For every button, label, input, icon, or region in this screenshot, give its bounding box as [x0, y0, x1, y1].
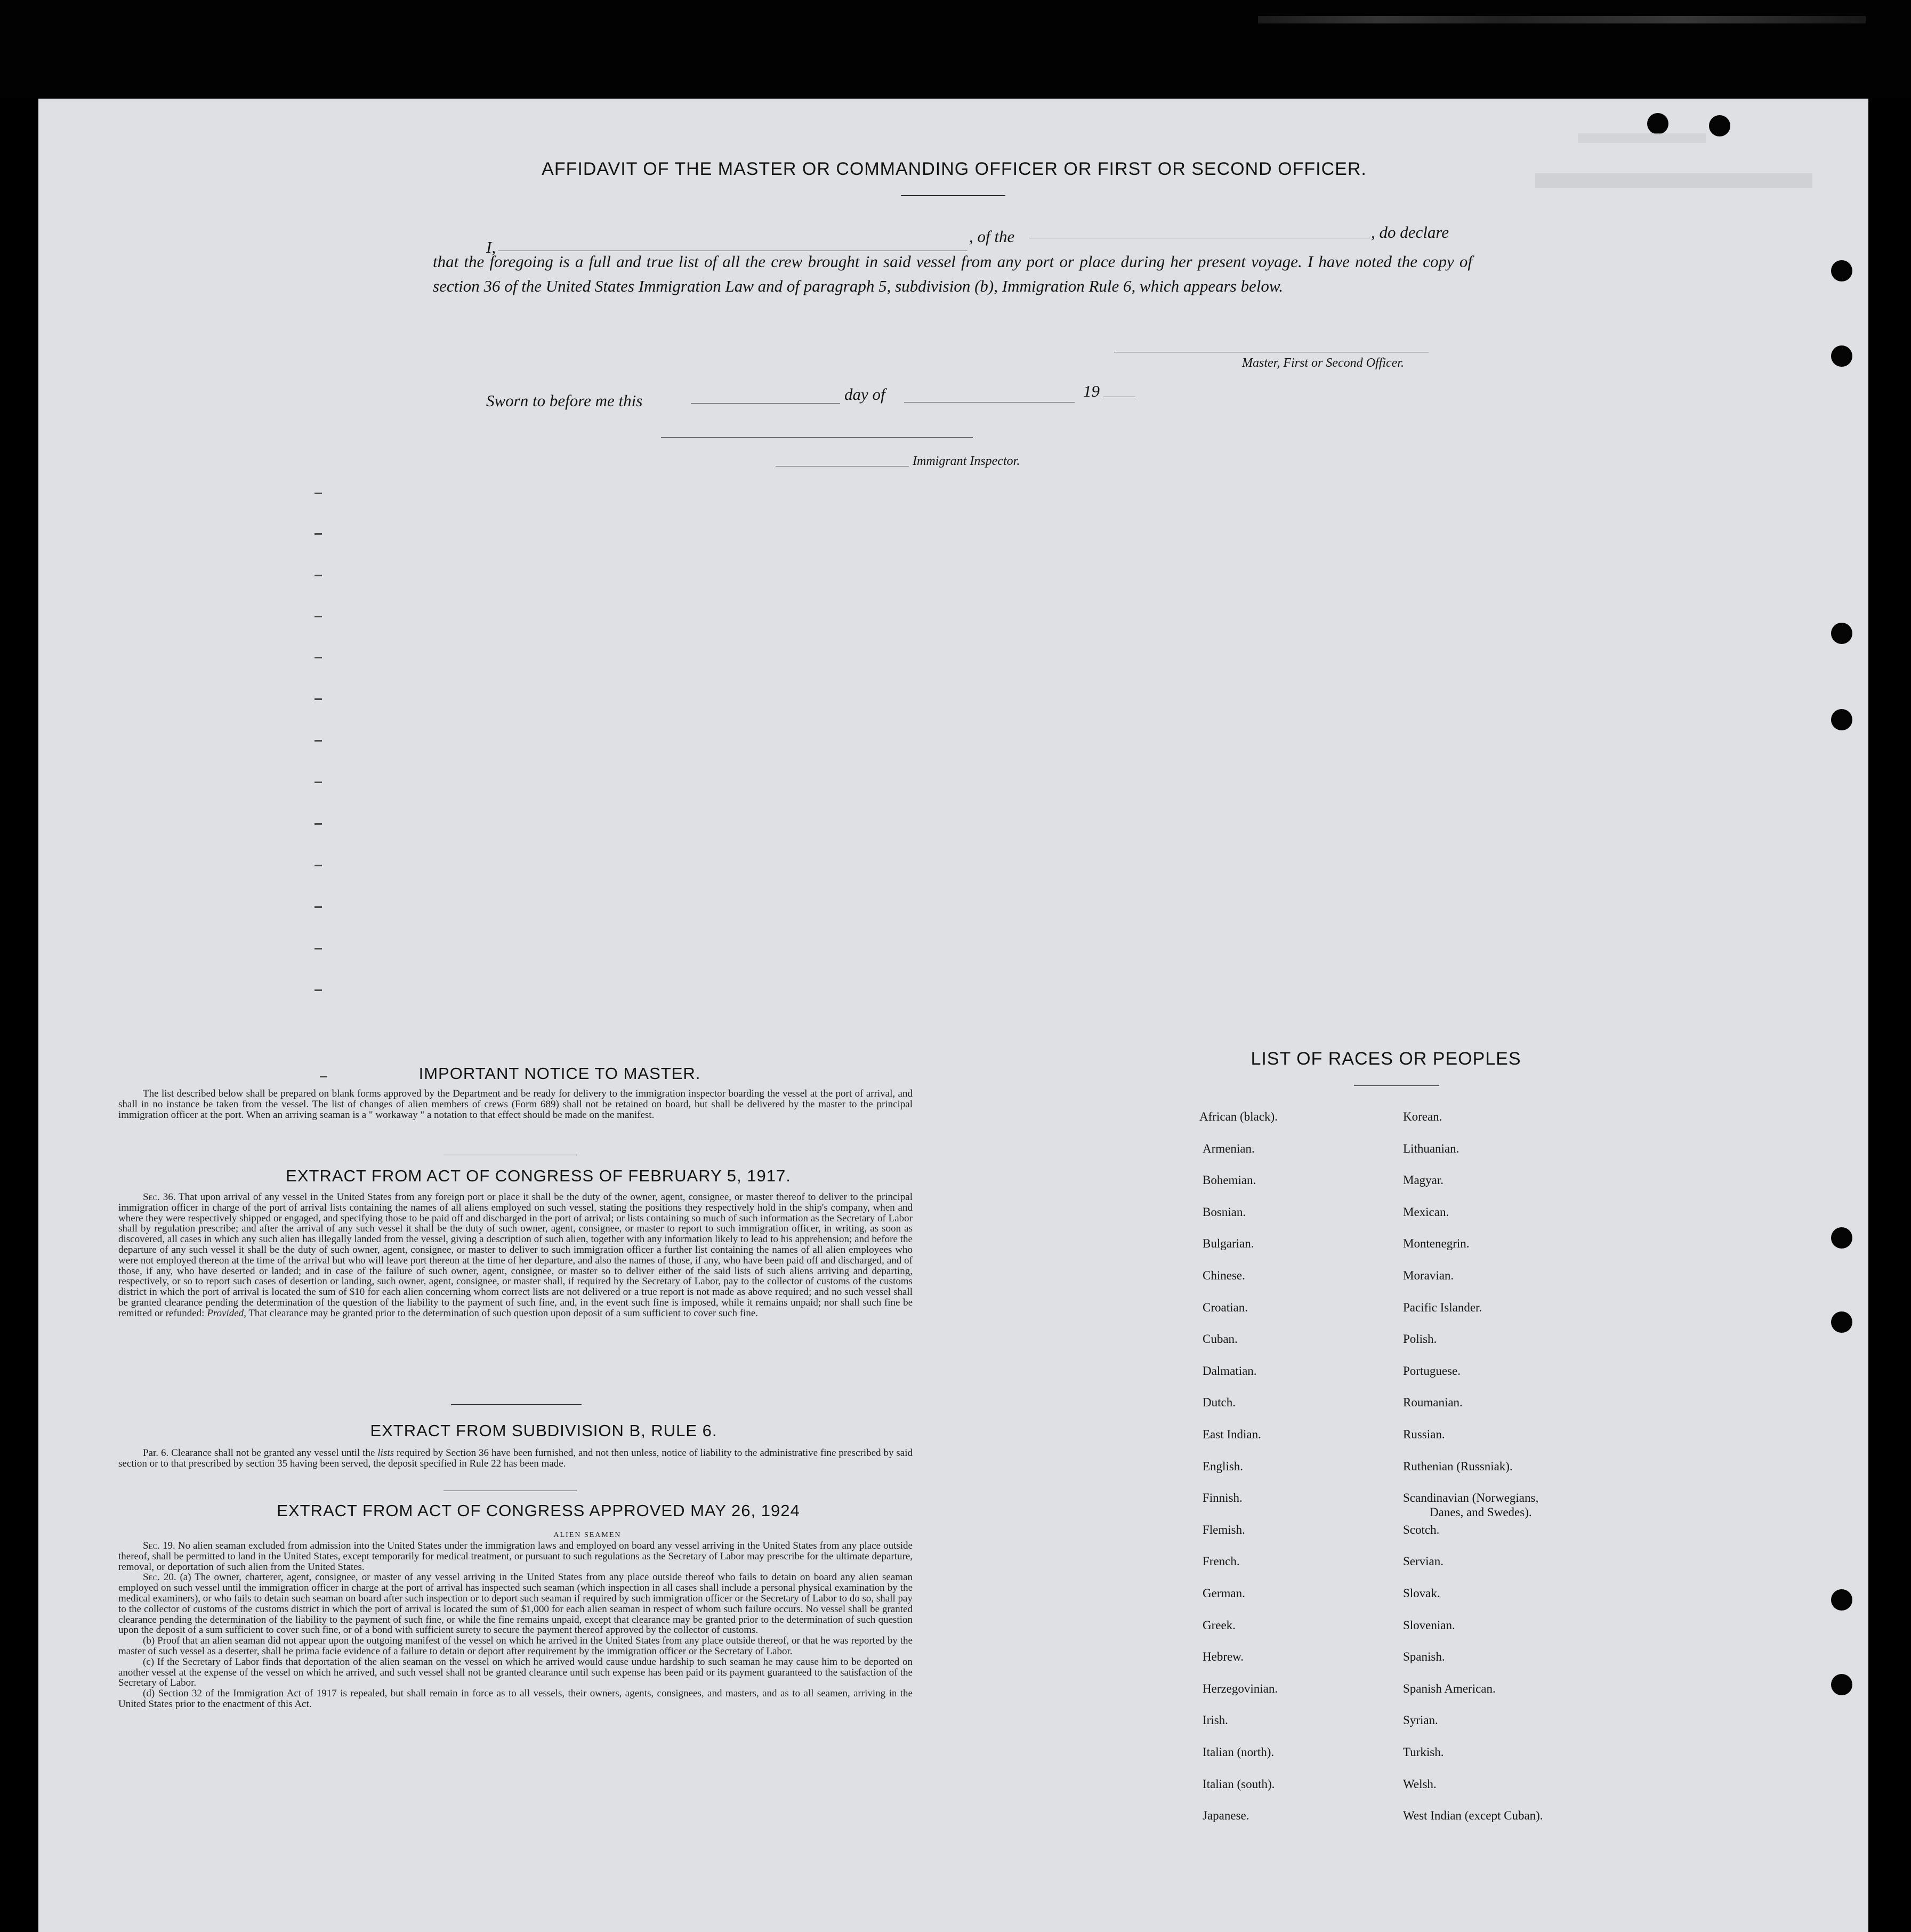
race-item: German. — [1203, 1587, 1245, 1600]
extract-1924-title: EXTRACT FROM ACT OF CONGRESS APPROVED MAY 26, 1924 — [277, 1501, 800, 1520]
sworn-label: Sworn to before me this — [486, 391, 643, 410]
race-item: Herzegovinian. — [1203, 1682, 1278, 1695]
race-item: Slovenian. — [1403, 1619, 1455, 1632]
margin-dash — [315, 740, 322, 742]
race-item: West Indian (except Cuban). — [1403, 1809, 1543, 1822]
bleed-through-shadow — [1578, 133, 1706, 143]
race-item: Dalmatian. — [1203, 1364, 1257, 1378]
race-item: Moravian. — [1403, 1269, 1454, 1282]
inspector-signature-line[interactable] — [661, 437, 973, 438]
race-item: Chinese. — [1203, 1269, 1245, 1282]
race-item: Scandinavian (Norwegians, — [1403, 1491, 1539, 1504]
race-item: Italian (south). — [1203, 1777, 1275, 1791]
inspector-label: Immigrant Inspector. — [913, 454, 1020, 468]
title-rule — [901, 195, 1005, 196]
race-item: Japanese. — [1203, 1809, 1249, 1822]
margin-dash — [315, 533, 322, 535]
sworn-day-blank[interactable] — [691, 403, 840, 404]
punch-hole — [1709, 115, 1730, 136]
race-item: Welsh. — [1403, 1777, 1437, 1791]
race-item: East Indian. — [1203, 1428, 1261, 1441]
rule6-text-end: required by Section 36 have been furnished, and not then unless, notice of liability to the administrative fine prescribed by said section or to that prescribed by section 35 having been served, the deposit specified in Rule 22 has been made. — [118, 1447, 913, 1469]
sec36-text-end: That clearance may be granted prior to the determination of such question upon deposit of a sum sufficient to cover such fine. — [248, 1307, 758, 1319]
race-item: Slovak. — [1403, 1587, 1440, 1600]
race-item: Bosnian. — [1203, 1205, 1246, 1219]
race-item: Bulgarian. — [1203, 1237, 1254, 1250]
lists-label: lists — [377, 1447, 394, 1459]
margin-dash — [315, 575, 322, 576]
of-the-label: , of the — [969, 227, 1015, 246]
sec20a-paragraph — [118, 1572, 913, 1636]
race-item: African (black). — [1199, 1110, 1278, 1123]
punch-hole — [1831, 1227, 1852, 1249]
race-item: Lithuanian. — [1403, 1142, 1460, 1155]
race-item: Hebrew. — [1203, 1650, 1244, 1663]
extract-1917-body — [118, 1192, 913, 1319]
race-item: Flemish. — [1203, 1523, 1245, 1536]
section-rule — [451, 1404, 582, 1405]
sec19-text: No alien seaman excluded from admission into the United States under the immigration laws and employed on board any vessel arriving in the United States from any place outside thereof, shall be permitted to land in the United States, except temporarily for medical treatment, or pursuant to such regulations as the Secretary of Labor may prescribe for the ultimate departure, removal, or deportation of such alien from the United States. — [118, 1540, 913, 1573]
margin-dash — [315, 657, 322, 658]
margin-dash — [320, 1076, 327, 1077]
punch-hole — [1831, 1311, 1852, 1333]
notice-body: The list described below shall be prepared on blank forms approved by the Department and be ready for delivery to the immigration inspector boarding the vessel at the port of arrival, and shall in no instance be taken from the vessel. The list of changes of alien members of crews (Form 689) shall not be retained on board, but shall be delivered by the master to the principal immigration officer at the port. When an arriving seaman is a " workaway " a notation to that effect should be made on the manifest. — [118, 1088, 913, 1121]
alien-seamen-subtitle: ALIEN SEAMEN — [553, 1531, 622, 1539]
race-item: Spanish American. — [1403, 1682, 1496, 1695]
race-item: Bohemian. — [1203, 1173, 1256, 1187]
race-item: Mexican. — [1403, 1205, 1449, 1219]
race-item: Turkish. — [1403, 1745, 1444, 1759]
sec19-paragraph — [118, 1541, 913, 1572]
races-title: LIST OF RACES OR PEOPLES — [1251, 1049, 1521, 1069]
affidavit-title: AFFIDAVIT OF THE MASTER OR COMMANDING OFFICER OR FIRST OR SECOND OFFICER. — [542, 159, 1367, 179]
sec20b-paragraph: (b) Proof that an alien seaman did not appear upon the outgoing manifest of the vessel on which he arrived in the United States from any place outside thereof, or that he was reported by the master of such vessel as a deserter, shall be prima facie evidence of a failure to detain or deport after requirement by the immigration officer or the Secretary of Labor. — [118, 1635, 913, 1657]
scan-border-top — [0, 0, 1911, 99]
punch-hole — [1831, 623, 1852, 644]
declarant-i-label: I, — [486, 238, 496, 256]
margin-dash — [315, 823, 322, 825]
race-item: Montenegrin. — [1403, 1237, 1470, 1250]
margin-dash — [315, 906, 322, 908]
margin-dash — [315, 782, 322, 783]
sec20d-paragraph: (d) Section 32 of the Immigration Act of 1917 is repealed, but shall remain in force as to all vessels, their owners, agents, consignees, and masters, and as to all seamen, arriving in the United States prior to the enactment of this Act. — [118, 1688, 913, 1710]
race-item: Roumanian. — [1403, 1396, 1463, 1409]
extract-1917-title: EXTRACT FROM ACT OF CONGRESS OF FEBRUARY 5, 1917. — [286, 1166, 791, 1185]
extract-rule6-body — [118, 1448, 913, 1469]
sec36-text: That upon arrival of any vessel in the United States from any foreign port or place it shall be the duty of the owner, agent, consignee, or master thereof to deliver to the principal immigration officer in charge of the port of arrival lists containing the names of all aliens employed on such vessel, stating the positions they respectively hold in the ship's company, when and where they were respectively shipped or engaged, and specifying those to be paid off and discharged in the port of arrival; or lists containing so much of such information as the Secretary of Labor shall by regulation prescribe; and after the arrival of any such vessel it shall be the duty of such owner, agent, consignee, or master to report to such immigration officer, in writing, as soon as discovered, all cases in which any such alien has illegally landed from the vessel, giving a description of such alien, together with any information likely to lead to his apprehension; and before the departure of any such vessel it shall be the duty of such owner, agent, consignee, or master to deliver to such immigration officer a further list containing the names of all alien employees who were not employed thereon at the time of the arrival but who will leave port thereon at the time of her departure, and also the names of those, if any, who have been paid off and discharged, and of those, if any, who have deserted or landed; and in case of the failure of such owner, agent, consignee, or master so to deliver either of the said lists of such aliens arriving and departing, respectively, or so to report such cases of desertion or landing, such owner, agent, consignee, or master shall, if required by the Secretary of Labor, pay to the collector of customs of the customs district in which the port of arrival is located the sum of $10 for each alien concerning whom correct lists are not delivered or a true report is not made as above required; and no such vessel shall be granted clearance pending the determination of the question of the liability to the payment of such fine, and, in the event such fine is imposed, while it remains unpaid; nor shall such fine be remitted or refunded: — [118, 1192, 913, 1319]
extract-rule6-title: EXTRACT FROM SUBDIVISION B, RULE 6. — [370, 1421, 717, 1440]
race-item: Greek. — [1203, 1619, 1236, 1632]
margin-dash — [315, 493, 322, 494]
punch-hole — [1831, 709, 1852, 730]
do-declare-label: , do declare — [1371, 223, 1449, 241]
race-item: Syrian. — [1403, 1713, 1438, 1727]
sec36-label: Sec. 36. — [143, 1192, 176, 1203]
race-item: Scotch. — [1403, 1523, 1440, 1536]
races-title-rule — [1354, 1085, 1439, 1086]
notice-title: IMPORTANT NOTICE TO MASTER. — [418, 1064, 701, 1083]
race-item: Pacific Islander. — [1403, 1301, 1482, 1314]
margin-dash — [315, 865, 322, 866]
race-item: Croatian. — [1203, 1301, 1248, 1314]
race-item: Finnish. — [1203, 1491, 1243, 1504]
bleed-through-shadow — [1535, 173, 1812, 188]
punch-hole — [1831, 1674, 1852, 1695]
race-item: French. — [1203, 1555, 1240, 1568]
race-item: Cuban. — [1203, 1332, 1238, 1346]
extract-1924-body — [118, 1541, 913, 1710]
race-item: Ruthenian (Russniak). — [1403, 1460, 1513, 1473]
punch-hole — [1831, 345, 1852, 367]
race-item: Portuguese. — [1403, 1364, 1461, 1378]
margin-dash — [315, 948, 322, 949]
scan-edge-strip — [1258, 16, 1866, 23]
race-item: Dutch. — [1203, 1396, 1236, 1409]
race-item: Armenian. — [1203, 1142, 1255, 1155]
punch-hole — [1647, 113, 1668, 134]
day-of-label: day of — [844, 385, 885, 404]
punch-hole — [1831, 1589, 1852, 1611]
sec20a-text: (a) The owner, charterer, agent, consignee, or master of any vessel arriving in the United States from any place outside thereof who fails to detain on board any alien seaman employed on such vessel until the immigration officer in charge at the port of arrival has inspected such seaman (which inspection in all cases shall include a personal physical examination by the medical examiners), or who fails to detain such seaman on board after such inspection or to deport such seaman if required by such immigration officer or the Secretary of Labor to do so, shall pay to the collector of customs of the customs district in which the port of arrival is located the sum of $1,000 for each alien seaman in respect of whom such failure occurs. No vessel shall be granted clearance pending the determination of the liability to the payment of such fine, or while the fine remains unpaid, except that clearance may be granted prior to the determination of such question upon the deposit of a sum sufficient to cover such fine, or of a bond with sufficient surety to secure the payment thereof approved by the collector of customs. — [118, 1572, 913, 1636]
year-label: 19 — [1083, 382, 1100, 400]
race-item: Russian. — [1403, 1428, 1445, 1441]
margin-dash — [315, 698, 322, 700]
sec20-label: Sec. 20. — [143, 1572, 176, 1583]
sec19-label: Sec. 19. — [143, 1540, 175, 1551]
margin-dash — [315, 989, 322, 991]
race-item: Irish. — [1203, 1713, 1228, 1727]
race-item: Spanish. — [1403, 1650, 1445, 1663]
race-item: English. — [1203, 1460, 1244, 1473]
race-item: Korean. — [1403, 1110, 1442, 1123]
affidavit-body: that the foregoing is a full and true list of all the crew brought in said vessel from any port or place during her present voyage. I have noted the copy of section 36 of the United States Immigration Law and of paragraph 5, subdivision (b), Immigration Rule 6, which appears below. — [433, 252, 1472, 295]
rule6-text: Par. 6. Clearance shall not be granted any vessel until the — [143, 1447, 375, 1459]
race-item: Italian (north). — [1203, 1745, 1275, 1759]
sec20c-paragraph: (c) If the Secretary of Labor finds that deportation of the alien seaman on the vessel on which he arrived would cause undue hardship to such seaman he may cause him to be deported on another vessel at the expense of the vessel on which he arrived, and such vessel shall not be granted clearance until such expense has been paid or its payment guaranteed to the satisfaction of the Secretary of Labor. — [118, 1656, 913, 1689]
race-item: Magyar. — [1403, 1173, 1444, 1187]
race-item: Servian. — [1403, 1555, 1444, 1568]
margin-dash — [315, 616, 322, 617]
punch-hole — [1831, 260, 1852, 281]
race-item: Polish. — [1403, 1332, 1437, 1346]
race-item: Danes, and Swedes). — [1430, 1506, 1532, 1519]
provided-label: Provided, — [207, 1307, 246, 1319]
master-signature-label: Master, First or Second Officer. — [1242, 356, 1404, 370]
